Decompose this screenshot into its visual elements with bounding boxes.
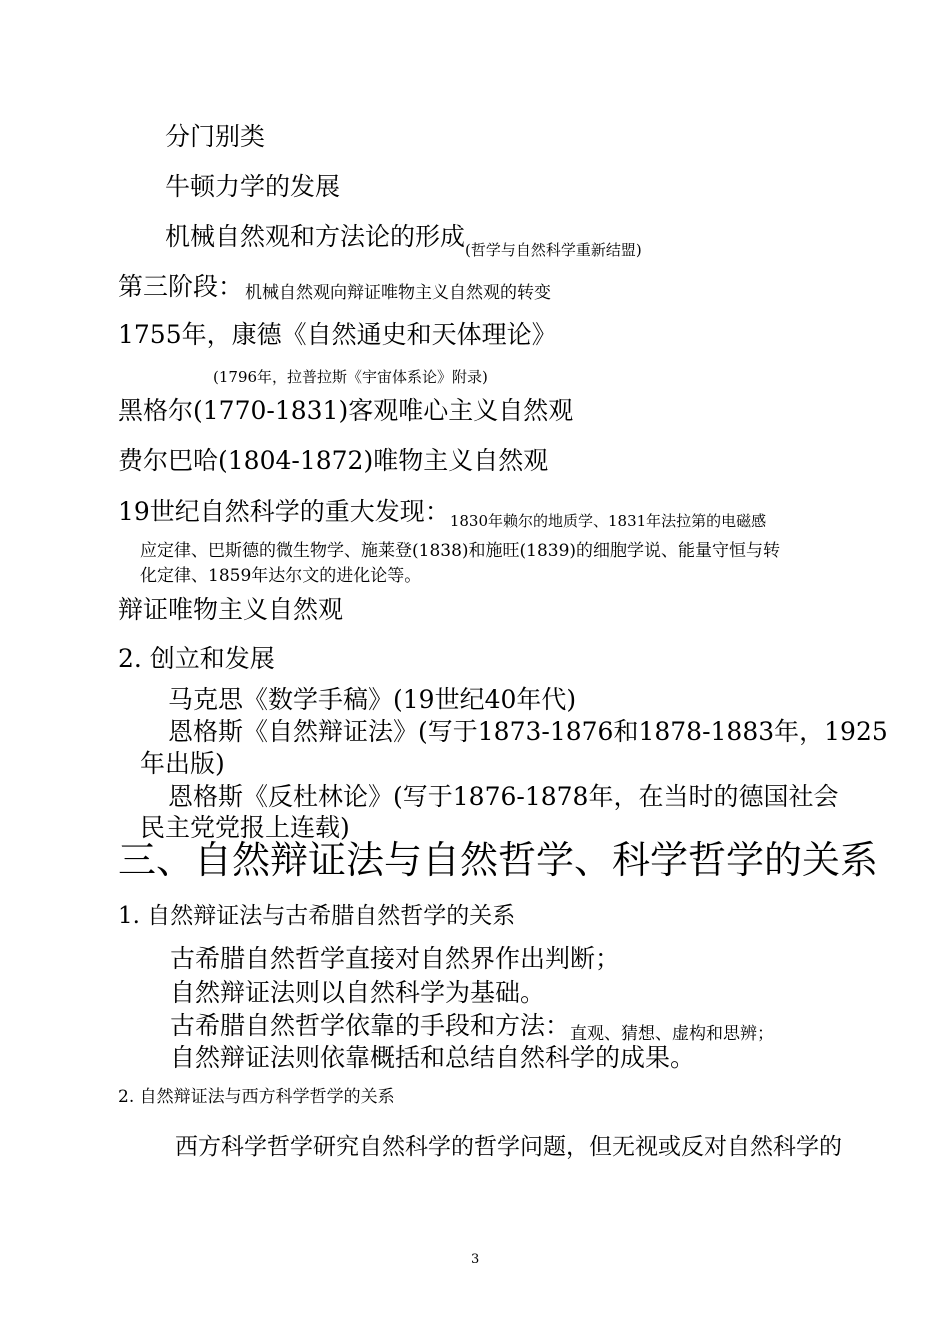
text-line: 应定律、巴斯德的微生物学、施莱登(1838)和施旺(1839)的细胞学说、能量守恒与转 (140, 541, 781, 561)
text-line: 牛顿力学的发展 (165, 172, 341, 201)
subsection-heading: 2. 自然辩证法与西方科学哲学的关系 (118, 1087, 395, 1107)
text-line: 民主党党报上连载) (140, 813, 350, 842)
text-line: 黑格尔(1770-1831)客观唯心主义自然观 (118, 396, 574, 425)
inline-subtext: 1830年赖尔的地质学、1831年法拉第的电磁感 (449, 512, 767, 530)
text-line: 古希腊自然哲学直接对自然界作出判断； (170, 944, 621, 973)
text-line (118, 497, 767, 530)
text-line: 恩格斯《自然辩证法》(写于1873-1876和1878-1883年，1925 (168, 717, 888, 746)
inline-subtext: 机械自然观向辩证唯物主义自然观的转变 (245, 283, 552, 303)
text-line: 西方科学哲学研究自然科学的哲学问题，但无视或反对自然科学的 (175, 1134, 842, 1160)
text-line: (1796年，拉普拉斯《宇宙体系论》附录) (213, 368, 488, 386)
text-line: 自然辩证法则依靠概括和总结自然科学的成果。 (170, 1043, 696, 1072)
text-line: 分门别类 (165, 122, 266, 151)
text-line: 1755年，康德《自然通史和天体理论》 (118, 320, 557, 349)
text-main: 19世纪自然科学的重大发现： (118, 497, 450, 526)
inline-subtext: 直观、猜想、虚构和思辨； (570, 1024, 775, 1044)
text-line: 马克思《数学手稿》(19世纪40年代) (168, 685, 577, 714)
text-line: 自然辩证法则以自然科学为基础。 (170, 978, 546, 1007)
text-line: 2. 创立和发展 (118, 644, 275, 673)
page-number: 3 (471, 1252, 480, 1267)
subsection-heading: 1. 自然辩证法与古希腊自然哲学的关系 (118, 903, 516, 929)
text-main: 第三阶段： (118, 272, 244, 301)
text-line: 辩证唯物主义自然观 (118, 595, 344, 624)
text-main: 古希腊自然哲学依靠的手段和方法： (170, 1011, 571, 1040)
text-line: 恩格斯《反杜林论》(写于1876-1878年，在当时的德国社会 (168, 782, 839, 811)
inline-note: (哲学与自然科学重新结盟) (465, 241, 642, 259)
text-line: 年出版) (140, 749, 225, 778)
text-line: 化定律、1859年达尔文的进化论等。 (140, 566, 422, 586)
text-line (170, 1011, 775, 1044)
text-line: 费尔巴哈(1804-1872)唯物主义自然观 (118, 446, 549, 475)
text-line (165, 222, 642, 259)
text-main: 机械自然观和方法论的形成 (165, 222, 466, 251)
section-heading: 三、自然辩证法与自然哲学、科学哲学的关系 (118, 838, 879, 882)
text-line (118, 272, 552, 303)
